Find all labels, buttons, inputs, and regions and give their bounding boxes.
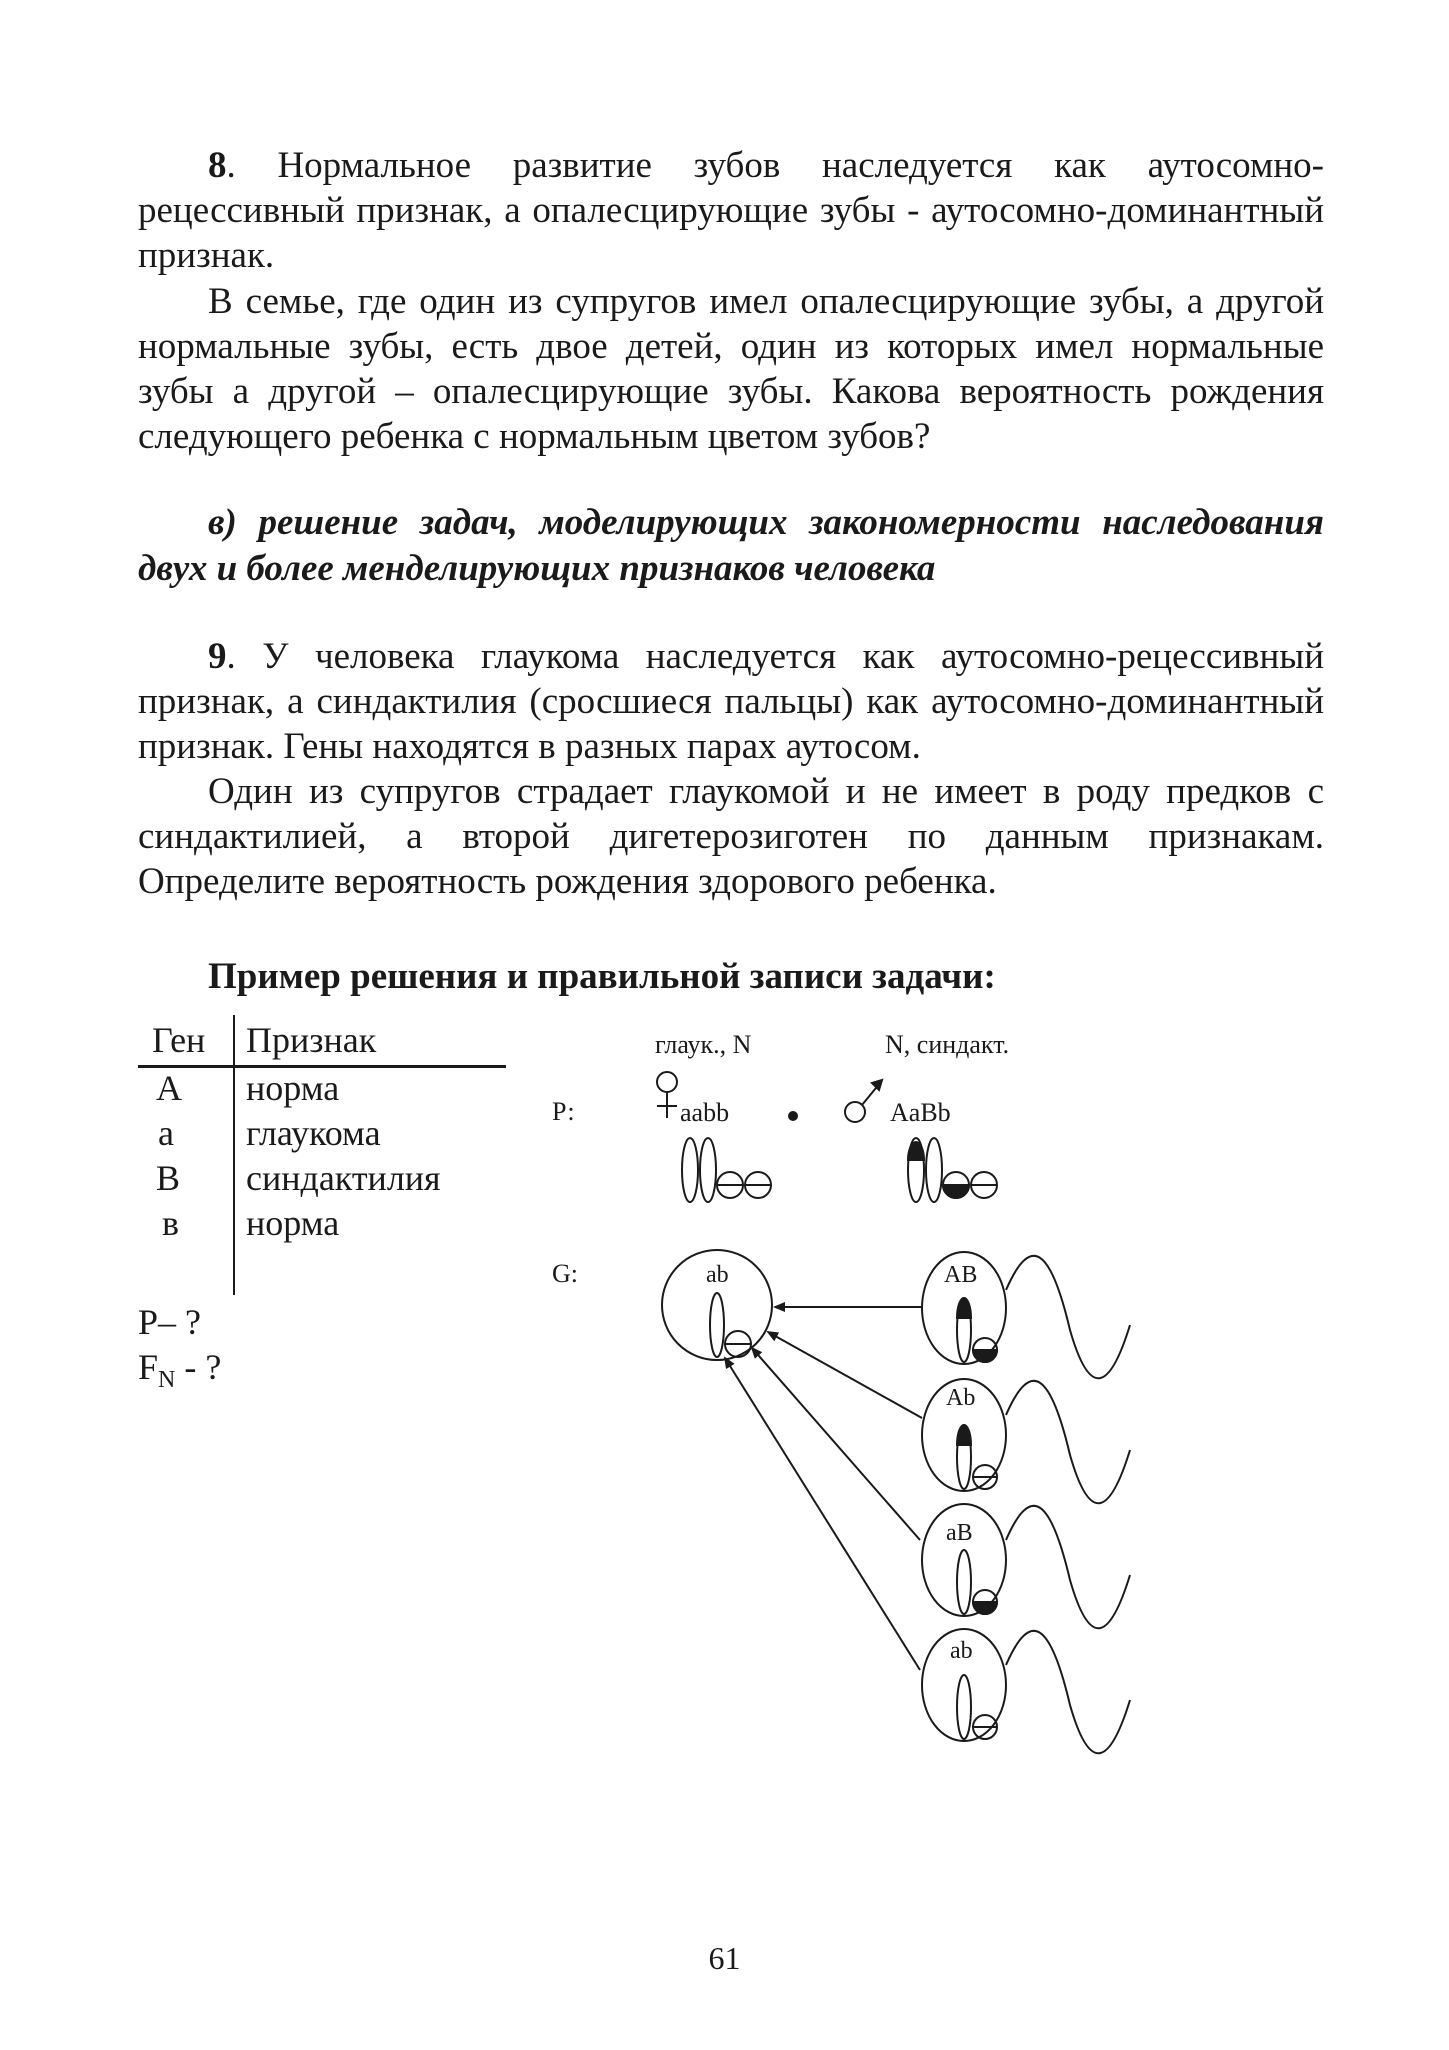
sperm-cell [922, 1252, 1130, 1378]
question-parents: Р– ? [138, 1302, 201, 1342]
sperm-cell [922, 1629, 1130, 1753]
female-symbol-icon [657, 1072, 677, 1118]
task9-text-1: . У человека глаукома наследуется как аутосомно-рецессивный признак, а синдактилия (сросшиеся пальцы) как аутосомно-доминантный признак. Гены находятся в разных парах аутосом. [138, 636, 1324, 767]
sperm-cell [922, 1504, 1130, 1628]
female-genotype: aabb [680, 1098, 730, 1127]
egg-cell [662, 1250, 772, 1360]
sperm-cell [922, 1379, 1130, 1503]
male-chromosomes [908, 1138, 997, 1202]
f-letter: F [138, 1347, 159, 1387]
male-symbol-icon [845, 1080, 882, 1122]
trait-header: Признак [246, 1020, 377, 1060]
section-heading: в) решение задач, моделирующих закономерности наследования двух и более менделирующих признаков человека [138, 502, 1324, 589]
task8-paragraph-1 [138, 143, 1324, 278]
page-number: 61 [708, 1940, 741, 1976]
task9-number: 9 [208, 636, 227, 677]
female-phenotype: глаук., N [655, 1030, 752, 1059]
table-vertical-line [233, 1015, 235, 1295]
gene-cell: А [156, 1068, 182, 1108]
f-subscript: N [158, 1367, 176, 1394]
sperm-label: ab [950, 1638, 973, 1664]
p-label: Р: [552, 1097, 575, 1126]
cross-dot [789, 1112, 797, 1120]
female-chromosomes [682, 1138, 771, 1202]
trait-cell: норма [246, 1068, 340, 1108]
g-label: G: [552, 1259, 578, 1288]
sperm-label: aB [946, 1520, 973, 1546]
male-phenotype: N, синдакт. [885, 1030, 1010, 1059]
trait-cell: глаукома [246, 1113, 381, 1153]
task8-number: 8 [208, 145, 227, 186]
gene-cell: в [162, 1203, 179, 1243]
sperm-label: Ab [946, 1385, 976, 1411]
trait-cell: синдактилия [246, 1158, 441, 1198]
trait-cell: норма [246, 1203, 340, 1243]
example-title: Пример решения и правильной записи задачи: [208, 956, 996, 997]
question-offspring [138, 1345, 221, 1403]
egg-label: ab [706, 1262, 729, 1288]
task8-text-1: . Нормальное развитие зубов наследуется как аутосомно-рецессивный признак, а опалесцирующие зубы - аутосомно-доминантный признак. [138, 145, 1324, 276]
fertilization-arrows [725, 1307, 922, 1670]
sperm-label: AB [944, 1262, 978, 1288]
male-genotype: AaBb [890, 1098, 951, 1127]
gene-cell: а [158, 1113, 174, 1153]
genetic-cross-diagram [530, 1020, 1210, 1840]
task9-paragraph-2: Один из супругов страдает глаукомой и не имеет в роду предков с синдактилией, а второй дигетерозиготен по данным признакам. Определите вероятность рождения здорового ребенка. [138, 771, 1324, 902]
gene-header: Ген [152, 1020, 206, 1060]
task9-paragraph-1 [138, 634, 1324, 769]
gene-cell: В [156, 1158, 181, 1198]
task8-paragraph-2: В семье, где один из супругов имел опалесцирующие зубы, а другой нормальные зубы, есть двое детей, один из которых имел нормальные зубы а другой – опалесцирующие зубы. Какова вероятность рождения следующего ребенка с нормальным цветом зубов? [138, 281, 1324, 457]
f-rest: - ? [175, 1347, 222, 1387]
